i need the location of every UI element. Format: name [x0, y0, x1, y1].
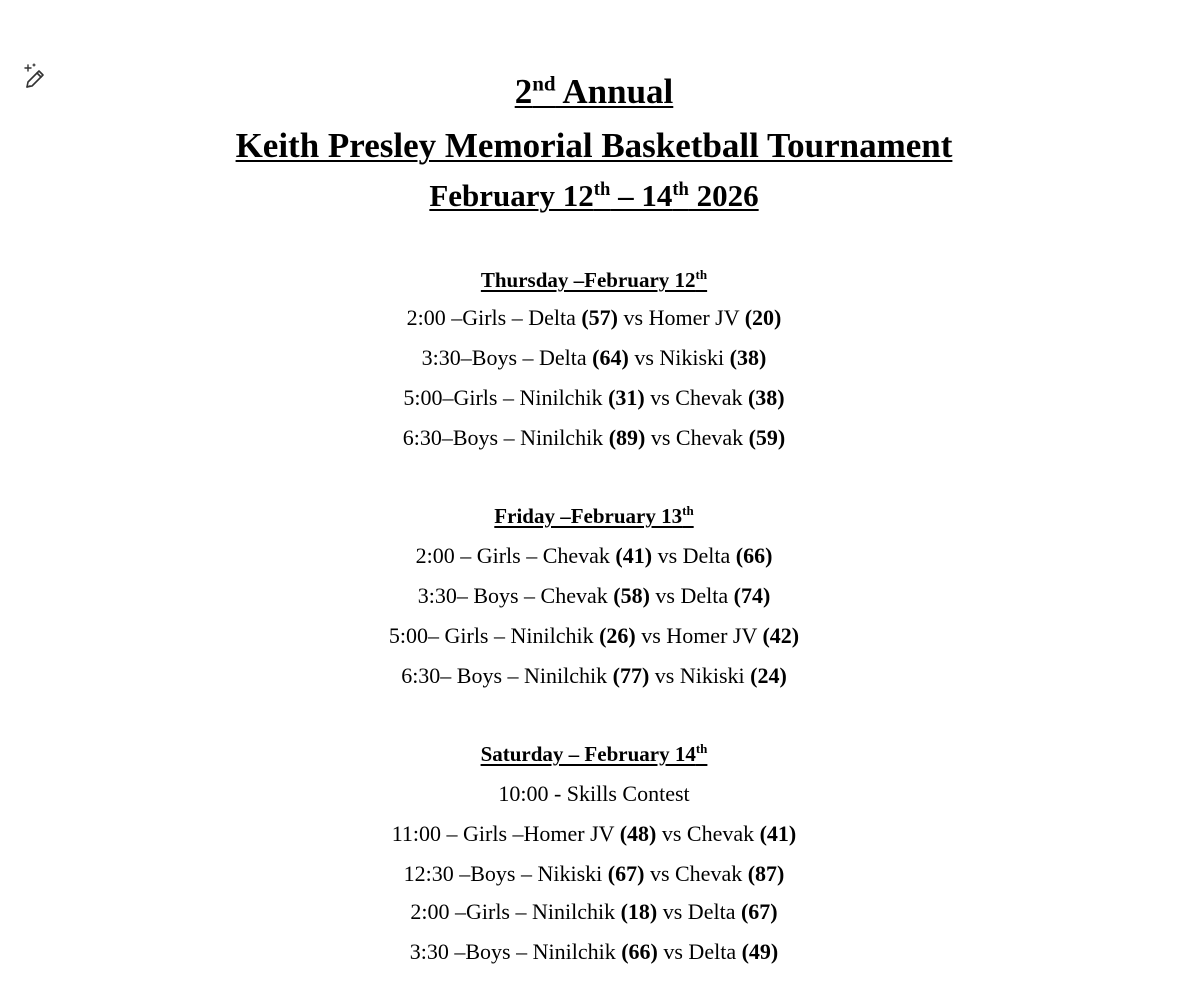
game-line: 3:30 –Boys – Ninilchik (66) vs Delta (49): [409, 939, 779, 964]
game-line: 11:00 – Girls –Homer JV (48) vs Chevak (41): [391, 821, 797, 846]
game-line: 6:30– Boys – Ninilchik (77) vs Nikiski (24): [401, 663, 787, 688]
game-line: 5:00–Girls – Ninilchik (31) vs Chevak (38): [403, 385, 785, 410]
title-dates: February 12th – 14th 2026: [429, 178, 759, 213]
game-line: 6:30–Boys – Ninilchik (89) vs Chevak (59): [402, 425, 786, 450]
game-line: 3:30–Boys – Delta (64) vs Nikiski (38): [421, 345, 767, 370]
game-line: 2:00 –Girls – Delta (57) vs Homer JV (20): [406, 305, 782, 330]
game-line: 2:00 – Girls – Chevak (41) vs Delta (66): [415, 543, 773, 568]
title-edition: 2nd Annual: [514, 71, 674, 111]
game-line: 2:00 –Girls – Ninilchik (18) vs Delta (67): [410, 899, 778, 924]
title-tournament-name: Keith Presley Memorial Basketball Tournament: [235, 126, 953, 165]
day-heading-friday: Friday –February 13th: [494, 503, 694, 528]
game-line: 12:30 –Boys – Nikiski (67) vs Chevak (87): [403, 861, 785, 886]
day-heading-saturday: Saturday – February 14th: [480, 741, 708, 766]
skills-contest-line: 10:00 - Skills Contest: [498, 781, 690, 806]
day-heading-thursday: Thursday –February 12th: [480, 267, 708, 292]
game-line: 5:00– Girls – Ninilchik (26) vs Homer JV (42): [388, 623, 800, 648]
game-line: 3:30– Boys – Chevak (58) vs Delta (74): [417, 583, 771, 608]
